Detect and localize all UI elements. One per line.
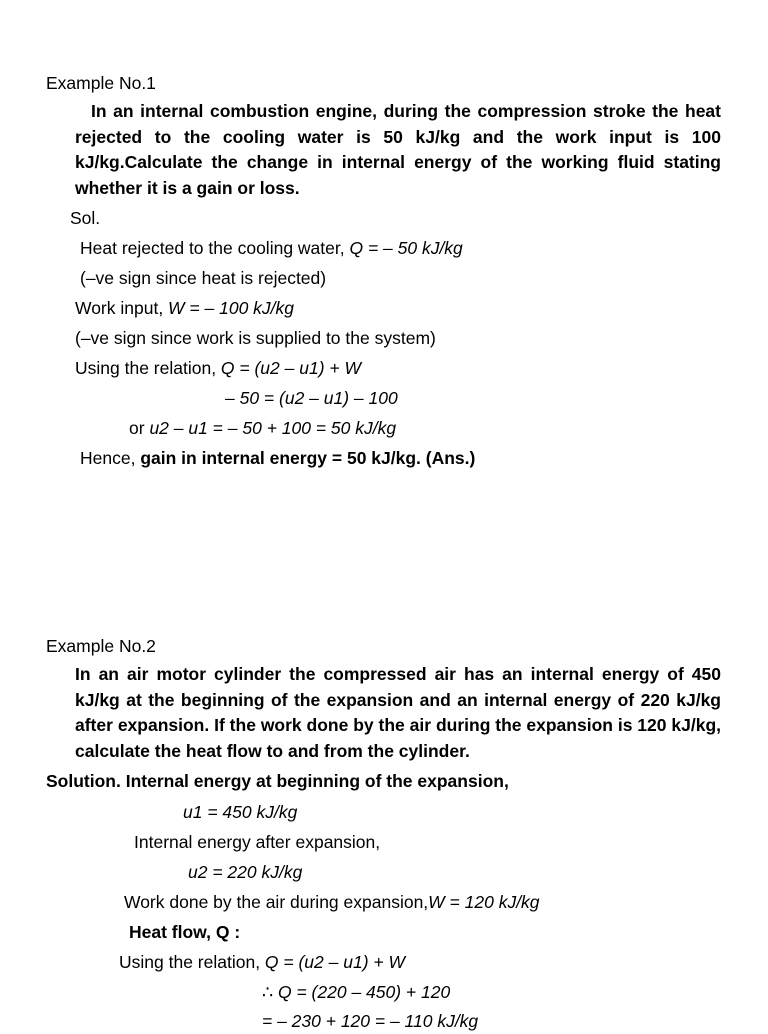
heat-note: (–ve sign since heat is rejected) bbox=[80, 268, 327, 288]
example-1-problem: In an internal combustion engine, during the compression stroke the heat rejected to the cooling water is 50 kJ/kg and the work input is 100 kJ/kg.Calculate the change in internal energy of the working fluid stating whether it is a gain or loss. bbox=[75, 101, 721, 198]
example-2-heading: Example No.2 bbox=[46, 636, 156, 656]
heat-rejected-line bbox=[80, 235, 463, 261]
heat-rejected-value: Q = – 50 kJ/kg bbox=[349, 238, 463, 258]
u1-value: u1 = 450 kJ/kg bbox=[183, 802, 298, 822]
relation-line-1 bbox=[75, 355, 361, 381]
answer-text: gain in internal energy = 50 kJ/kg. (Ans.) bbox=[140, 448, 476, 468]
solution-line: Solution. Internal energy at beginning of the expansion, bbox=[46, 771, 509, 791]
heat-flow-label: Heat flow, Q : bbox=[129, 922, 241, 942]
ie-after-label: Internal energy after expansion, bbox=[134, 832, 381, 852]
work-done-value: W = 120 kJ/kg bbox=[428, 892, 540, 912]
work-done-line bbox=[124, 889, 540, 915]
relation-label-1: Using the relation, bbox=[75, 358, 221, 378]
example-2-problem: In an air motor cylinder the compressed air has an internal energy of 450 kJ/kg at the beginning of the expansion and an internal energy of 220 kJ/kg after expansion. If the work done by the air during the expansion is 120 kJ/kg, calculate the heat flow to and from the cylinder. bbox=[75, 664, 721, 761]
result-line bbox=[129, 415, 396, 441]
therefore-line: ∴ Q = (220 – 450) + 120 bbox=[262, 982, 451, 1002]
example-1-heading: Example No.1 bbox=[46, 73, 156, 93]
relation-value-1: Q = (u2 – u1) + W bbox=[220, 358, 361, 378]
work-done-label: Work done by the air during expansion, bbox=[124, 892, 429, 912]
relation-value-2: Q = (u2 – u1) + W bbox=[264, 952, 405, 972]
result-value: u2 – u1 = – 50 + 100 = 50 kJ/kg bbox=[149, 418, 397, 438]
work-input-label: Work input, bbox=[75, 298, 169, 318]
hence-label: Hence, bbox=[80, 448, 141, 468]
or-label: or bbox=[129, 418, 150, 438]
substitution-line: – 50 = (u2 – u1) – 100 bbox=[225, 388, 398, 408]
heat-rejected-label: Heat rejected to the cooling water, bbox=[80, 238, 350, 258]
last-line: = – 230 + 120 = – 110 kJ/kg bbox=[262, 1011, 479, 1031]
work-note: (–ve sign since work is supplied to the system) bbox=[75, 328, 436, 348]
u2-value: u2 = 220 kJ/kg bbox=[188, 862, 303, 882]
answer-line bbox=[80, 445, 475, 471]
work-input-value: W = – 100 kJ/kg bbox=[168, 298, 295, 318]
work-input-line bbox=[75, 295, 294, 321]
sol-label: Sol. bbox=[70, 208, 101, 228]
relation-label-2: Using the relation, bbox=[119, 952, 265, 972]
relation-line-2 bbox=[119, 949, 405, 975]
